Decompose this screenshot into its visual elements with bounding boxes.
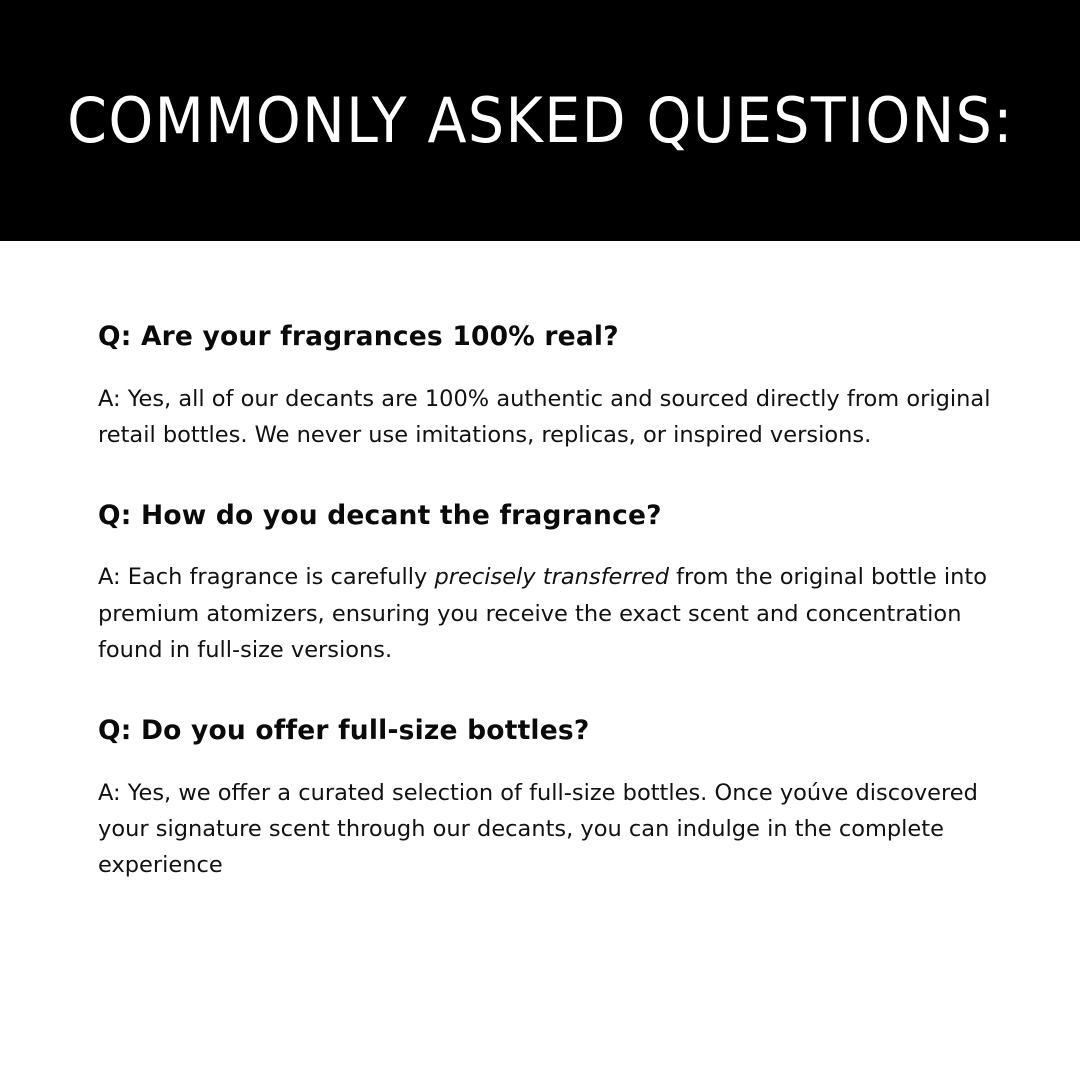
page-title: COMMONLY ASKED QUESTIONS: bbox=[66, 83, 1014, 157]
header-banner bbox=[0, 0, 1080, 241]
faq-answer-line: retail bottles. We never use imitations, replicas, or inspired versions. bbox=[98, 422, 872, 449]
faq-question: Q: Do you offer full-size bottles? bbox=[98, 714, 590, 746]
faq-answer bbox=[98, 775, 1006, 884]
faq-question: Q: How do you decant the fragrance? bbox=[98, 499, 662, 531]
faq-item bbox=[98, 715, 1006, 884]
faq-answer-prefix: A: Each fragrance is carefully bbox=[98, 564, 435, 591]
faq-answer-emphasis: precisely transferred bbox=[434, 564, 669, 591]
faq-answer-line: A: Yes, all of our decants are 100% authentic and sourced directly from original bbox=[98, 385, 991, 412]
faq-answer-line: experience bbox=[98, 852, 223, 879]
faq-answer bbox=[98, 559, 1006, 668]
faq-item bbox=[98, 500, 1006, 669]
faq-item bbox=[98, 321, 1006, 454]
faq-answer bbox=[98, 381, 1006, 454]
faq-list bbox=[0, 241, 1080, 884]
faq-answer-line: A: Yes, we offer a curated selection of full-size bottles. Once yoúve discovered bbox=[98, 779, 978, 806]
faq-question: Q: Are your fragrances 100% real? bbox=[98, 321, 619, 352]
faq-answer-line: your signature scent through our decants, you can indulge in the complete bbox=[98, 816, 944, 843]
faq-answer-suffix: from the original bottle into premium atomizers, ensuring you receive the exact scent and concentration found in full-size versions. bbox=[98, 564, 988, 664]
